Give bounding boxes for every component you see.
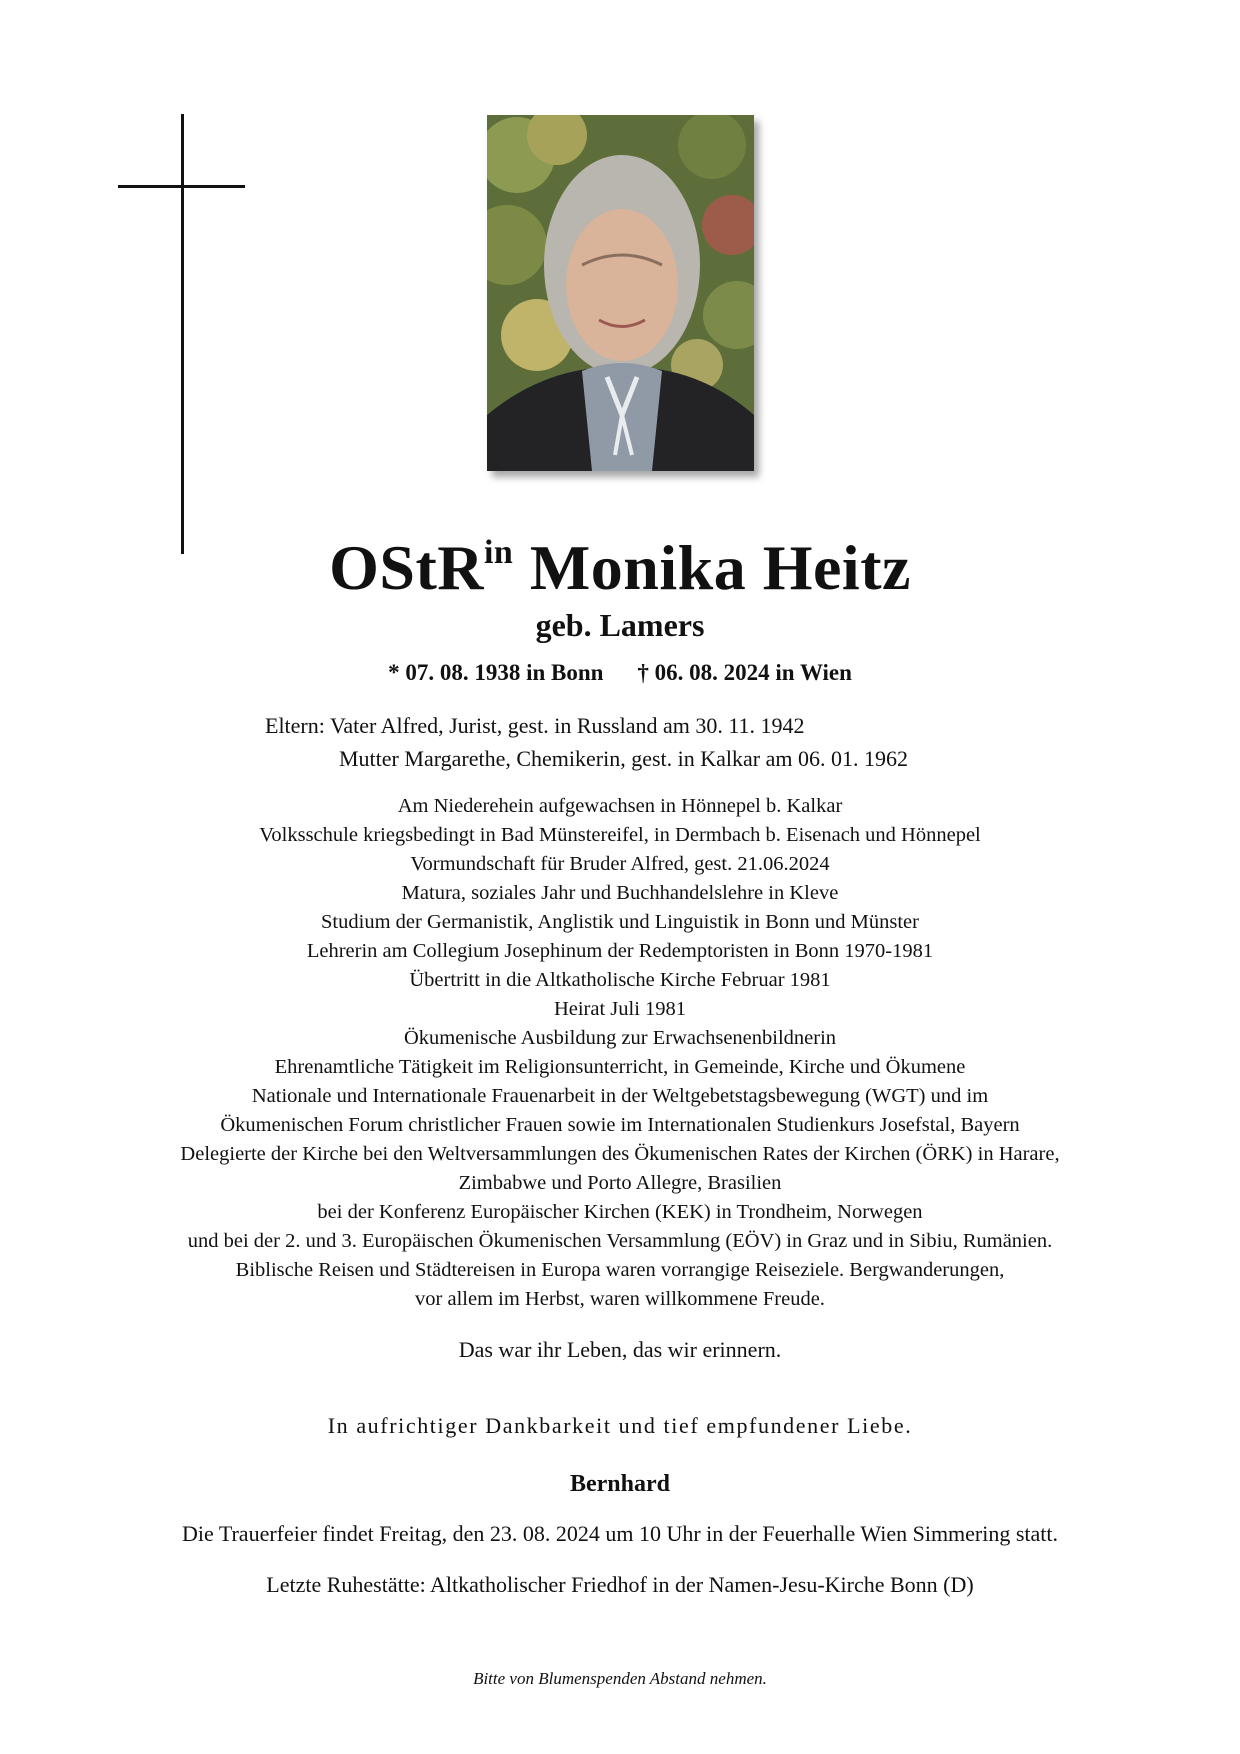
deceased-full-name: Monika Heitz [529, 532, 911, 603]
biography-line: Am Niederehein aufgewachsen in Hönnepel b. Kalkar [397, 795, 843, 817]
life-dates [0, 658, 1240, 688]
biography-line: vor allem im Herbst, waren willkommene Freude. [415, 1288, 825, 1310]
cross-horizontal-bar [118, 185, 245, 188]
biography-line: Ehrenamtliche Tätigkeit im Religionsunterricht, in Gemeinde, Kirche und Ökumene [274, 1056, 966, 1078]
biography-line: Biblische Reisen und Städtereisen in Europa waren vorrangige Reiseziele. Bergwanderungen, [235, 1259, 1005, 1281]
biography [0, 792, 1240, 1314]
deceased-name [0, 530, 1240, 606]
biography-line: Heirat Juli 1981 [553, 998, 687, 1020]
biography-line: Matura, soziales Jahr und Buchhandelslehre in Kleve [401, 882, 839, 904]
biography-line: Nationale und Internationale Frauenarbeit in der Weltgebetstagsbewegung (WGT) und im [251, 1085, 989, 1107]
biography-line: Zimbabwe und Porto Allegre, Brasilien [458, 1172, 782, 1194]
gratitude-line: In aufrichtiger Dankbarkeit und tief empfundener Liebe. [327, 1413, 913, 1438]
biography-line: bei der Konferenz Europäischer Kirchen (KEK) in Trondheim, Norwegen [317, 1201, 923, 1223]
biography-line: Ökumenische Ausbildung zur Erwachsenenbildnerin [403, 1027, 837, 1049]
deceased-title: OStR [329, 532, 484, 603]
portrait-illustration [487, 115, 754, 471]
biography-line: Vormundschaft für Bruder Alfred, gest. 21.06.2024 [410, 853, 830, 875]
parents-mother: Mutter Margarethe, Chemikerin, gest. in Kalkar am 06. 01. 1962 [339, 746, 909, 771]
birth-date: * 07. 08. 1938 in Bonn [388, 660, 604, 685]
burial-place-info: Letzte Ruhestätte: Altkatholischer Friedhof in der Namen-Jesu-Kirche Bonn (D) [266, 1572, 974, 1597]
biography-line: Lehrerin am Collegium Josephinum der Redemptoristen in Bonn 1970-1981 [306, 940, 934, 962]
biography-line: und bei der 2. und 3. Europäischen Ökumenischen Versammlung (EÖV) in Graz und in Sibiu, Rumänien. [187, 1230, 1053, 1252]
funeral-service-info: Die Trauerfeier findet Freitag, den 23. 08. 2024 um 10 Uhr in der Feuerhalle Wien Simmering statt. [181, 1521, 1059, 1546]
signature: Bernhard [569, 1471, 670, 1497]
deceased-title-superscript: in [483, 534, 514, 571]
biography-line: Studium der Germanistik, Anglistik und Linguistik in Bonn und Münster [321, 911, 919, 933]
biography-line: Übertritt in die Altkatholische Kirche Februar 1981 [409, 969, 831, 991]
flowers-note: Bitte von Blumenspenden Abstand nehmen. [473, 1669, 767, 1688]
closing-line: Das war ihr Leben, das wir erinnern. [458, 1337, 782, 1362]
biography-line: Delegierte der Kirche bei den Weltversammlungen des Ökumenischen Rates der Kirchen (ÖRK) in Harare, [180, 1143, 1060, 1165]
biography-line: Volksschule kriegsbedingt in Bad Münstereifel, in Dermbach b. Eisenach und Hönnepel [259, 824, 981, 846]
biography-line: Ökumenischen Forum christlicher Frauen sowie im Internationalen Studienkurs Josefstal, Bayern [220, 1114, 1020, 1136]
birth-name: geb. Lamers [535, 607, 705, 643]
death-date: † 06. 08. 2024 in Wien [637, 660, 852, 685]
portrait-photo [487, 115, 754, 471]
cross-vertical-bar [181, 114, 184, 554]
parents-father: Eltern: Vater Alfred, Jurist, gest. in Russland am 30. 11. 1942 [265, 713, 805, 738]
